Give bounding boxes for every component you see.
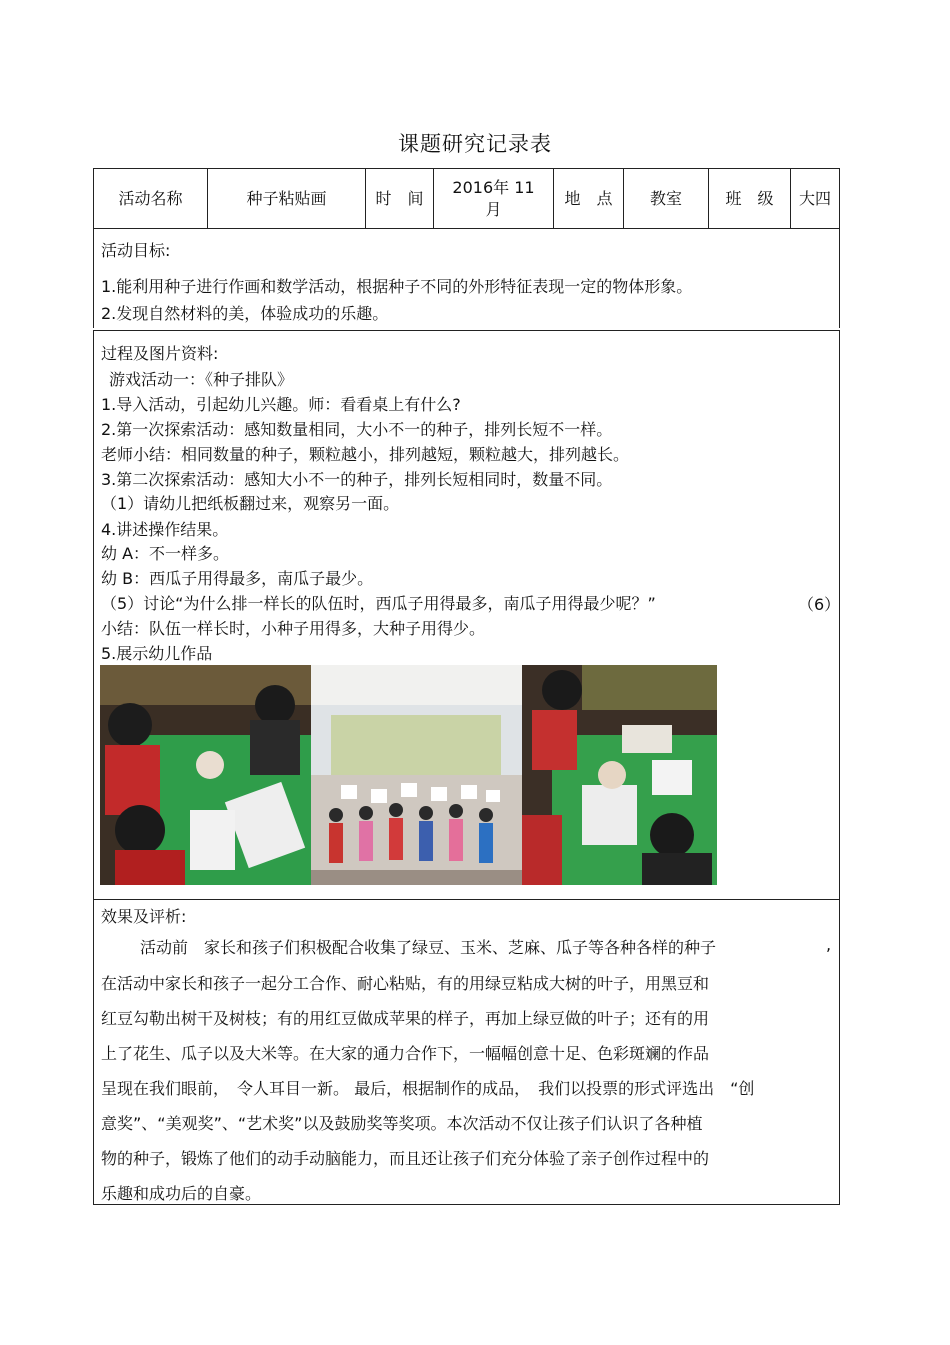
page-title: 课题研究记录表 — [398, 132, 552, 156]
place-label: 地 点 — [554, 169, 624, 229]
evaluation-line: 上了花生、瓜子以及大米等。在大家的通力合作下，一幅幅创意十足、色彩斑斓的作品 — [101, 1044, 710, 1063]
process-side-note: （6） — [798, 595, 841, 614]
place-value: 教室 — [624, 169, 709, 229]
activity-photos — [100, 665, 717, 885]
photo-seed-pasting — [522, 665, 717, 885]
time-value — [434, 169, 554, 229]
process-line: 2.第一次探索活动：感知数量相同，大小不一的种子，排列长短不一样。 — [101, 420, 613, 439]
process-line: （1）请幼儿把纸板翻过来，观察另一面。 — [101, 494, 400, 513]
evaluation-line: 活动前 家长和孩子们积极配合收集了绿豆、玉米、芝麻、瓜子等各种各样的种子 — [140, 938, 717, 957]
time-value-line2: 月 — [485, 200, 502, 219]
process-heading: 过程及图片资料: — [101, 344, 219, 363]
process-line: 3.第二次探索活动：感知大小不一的种子，排列长短相同时，数量不同。 — [101, 470, 613, 489]
evaluation-line: 乐趣和成功后的自豪。 — [101, 1184, 262, 1203]
process-line: 幼 A：不一样多。 — [101, 544, 230, 563]
evaluation-line: 红豆勾勒出树干及树枝；有的用红豆做成苹果的样子，再加上绿豆做的叶子；还有的用 — [101, 1009, 710, 1028]
evaluation-line: 意奖”、“美观奖”、“艺术奖”以及鼓励奖等奖项。本次活动不仅让孩子们认识了各种植 — [101, 1114, 703, 1133]
header-row — [93, 168, 840, 229]
process-line: （5）讨论“为什么排一样长的队伍时，西瓜子用得最多，南瓜子用得最少呢？” — [101, 594, 656, 613]
process-line: 5.展示幼儿作品 — [101, 644, 213, 663]
photo-group-showing-works — [311, 665, 522, 885]
goals-heading: 活动目标: — [101, 241, 171, 260]
evaluation-line: 在活动中家长和孩子一起分工合作、耐心粘贴，有的用绿豆粘成大树的叶子，用黑豆和 — [101, 974, 710, 993]
process-line: 1.导入活动，引起幼儿兴趣。师：看看桌上有什么? — [101, 395, 461, 414]
photo-children-crafting — [100, 665, 311, 885]
goal-item-2: 2.发现自然材料的美，体验成功的乐趣。 — [101, 304, 389, 323]
time-label: 时 间 — [366, 169, 434, 229]
evaluation-line: 物的种子，锻炼了他们的动手动脑能力，而且还让孩子们充分体验了亲子创作过程中的 — [101, 1149, 710, 1168]
process-line: 游戏活动一：《种子排队》 — [109, 370, 294, 389]
evaluation-heading: 效果及评析: — [101, 907, 187, 926]
evaluation-trailing-comma: , — [826, 935, 832, 954]
process-line: 幼 B：西瓜子用得最多，南瓜子最少。 — [101, 569, 374, 588]
process-line: 小结：队伍一样长时，小种子用得多，大种子用得少。 — [101, 619, 486, 638]
goal-item-1: 1.能利用种子进行作画和数学活动，根据种子不同的外形特征表现一定的物体形象。 — [101, 277, 693, 296]
activity-name-label: 活动名称 — [94, 169, 208, 229]
evaluation-line: 呈现在我们眼前， 令人耳目一新。 最后，根据制作的成品， 我们以投票的形式评选出 “创 — [101, 1079, 755, 1098]
process-line: 老师小结：相同数量的种子，颗粒越小，排列越短，颗粒越大，排列越长。 — [101, 445, 630, 464]
class-value: 大四 — [798, 189, 831, 208]
process-line: 4.讲述操作结果。 — [101, 520, 229, 539]
time-value-line1: 2016年 11 — [452, 178, 535, 197]
activity-name-value: 种子粘贴画 — [208, 169, 366, 229]
class-label: 班 级 — [709, 169, 791, 229]
